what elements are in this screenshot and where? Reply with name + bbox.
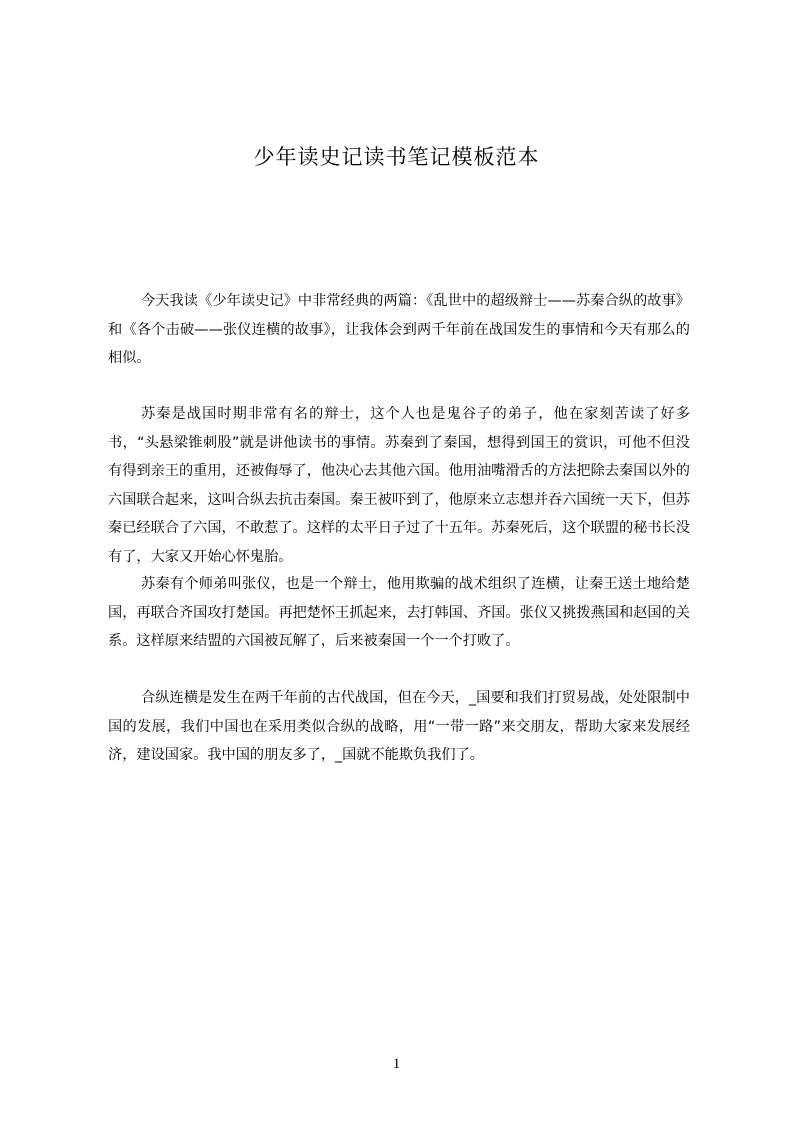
page-number: 1	[392, 1056, 401, 1072]
paragraph-1: 今天我读《少年读史记》中非常经典的两篇：《乱世中的超级辩士——苏秦合纵的故事》和《各个击破——张仪连横的故事》，让我体会到两千年前在战国发生的事情和今天有那么的相似。	[108, 293, 690, 366]
paragraph-3: 苏秦有个师弟叫张仪，也是一个辩士，他用欺骗的战术组织了连横，让秦王送土地给楚国，再联合齐国攻打楚国。再把楚怀王抓起来，去打韩国、齐国。张仪又挑拨燕国和赵国的关系。这样原来结盟的六国被瓦解了，后来被秦国一个一个打败了。	[108, 576, 690, 649]
paragraph-4: 合纵连横是发生在两千年前的古代战国，但在今天，_国要和我们打贸易战，处处限制中国的发展，我们中国也在采用类似合纵的战略，用“一带一路”来交朋友，帮助大家来发展经济，建设国家。我中国的朋友多了，_国就不能欺负我们了。	[108, 690, 690, 763]
document-title: 少年读史记读书笔记模板范本	[253, 145, 540, 169]
paragraph-2: 苏秦是战国时期非常有名的辩士，这个人也是鬼谷子的弟子，他在家刻苦读了好多书，“头悬梁锥刺股”就是讲他读书的事情。苏秦到了秦国，想得到国王的赏识，可他不但没有得到亲王的重用，还被侮辱了，他决心去其他六国。他用油嘴滑舌的方法把除去秦国以外的六国联合起来，这叫合纵去抗击秦国。秦王被吓到了，他原来立志想并吞六国统一天下，但苏秦已经联合了六国，不敢惹了。这样的太平日子过了十五年。苏秦死后，这个联盟的秘书长没有了，大家又开始心怀鬼胎。	[108, 406, 690, 565]
